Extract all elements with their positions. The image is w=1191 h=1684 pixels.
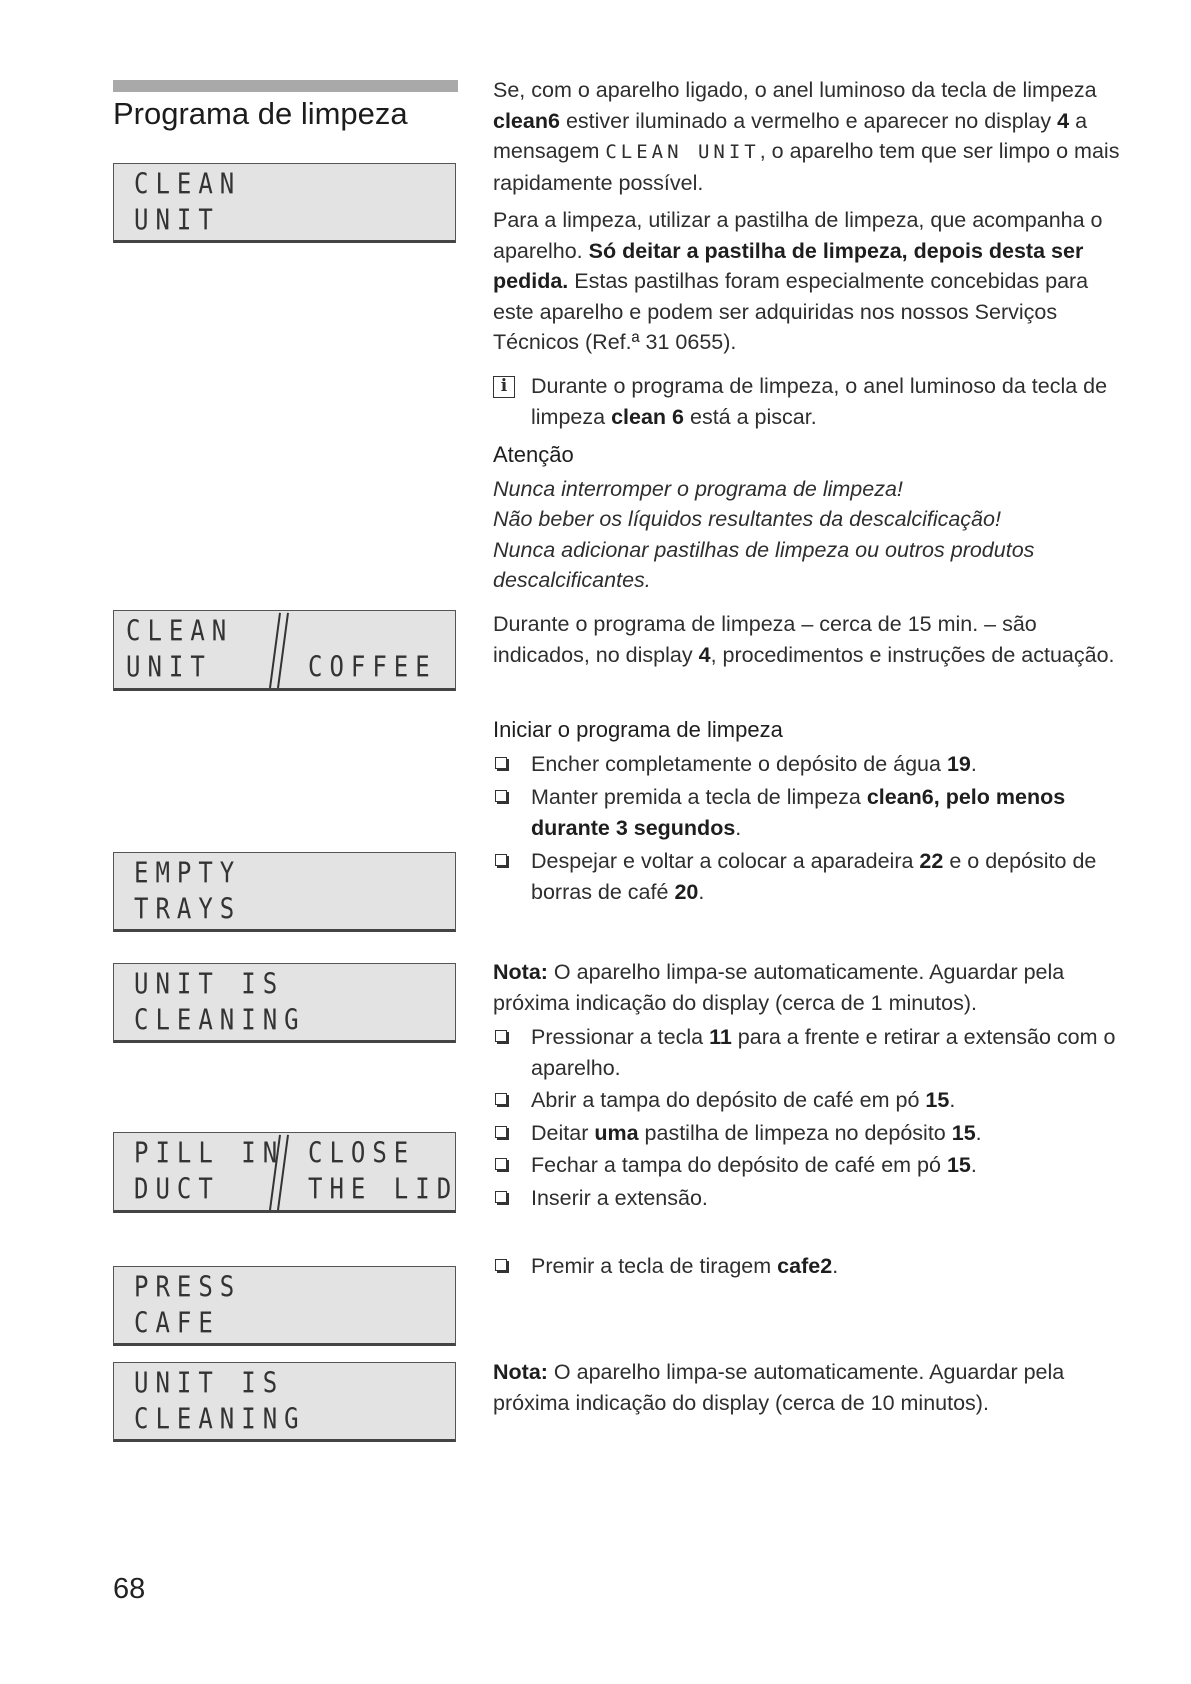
- checkbox-bullet-icon: [495, 757, 507, 769]
- display-line-1: UNIT IS: [134, 967, 285, 1001]
- note-1: Nota: O aparelho limpa-se automaticamente. Aguardar pela próxima indicação do display (cerca de 1 minutos).: [493, 960, 1065, 1015]
- display-line-1: PILL IN: [134, 1136, 285, 1170]
- attention-line-2: Não beber os líquidos resultantes da descalcificação!: [493, 507, 1001, 531]
- section-title: Programa de limpeza: [113, 96, 408, 131]
- tablet-paragraph: Para a limpeza, utilizar a pastilha de limpeza, que acompanha o aparelho. Só deitar a pastilha de limpeza, depois desta ser pedida. Estas pastilhas foram especialmente concebidas para este aparelho e podem ser adquiridas nos nossos Serviços Técnicos (Ref.ª 31 0655).: [493, 208, 1103, 354]
- display-message: CLEAN UNIT: [605, 141, 760, 163]
- display-line-1: CLEAN: [126, 614, 234, 648]
- display-empty-trays: [113, 852, 456, 932]
- list-item: Premir a tecla de tiragem cafe2.: [493, 1251, 1123, 1282]
- display-line-2: UNIT: [126, 650, 212, 684]
- display-line-1: CLEAN: [134, 167, 242, 201]
- display-line-2-right: THE LID: [308, 1172, 459, 1206]
- display-separator: [264, 1133, 294, 1210]
- attention-line-1: Nunca interromper o programa de limpeza!: [493, 476, 903, 501]
- display-unit-is-cleaning: [113, 963, 456, 1043]
- list-item: Deitar uma pastilha de limpeza no depósito 15.: [493, 1118, 1123, 1149]
- list-item: Abrir a tampa do depósito de café em pó 15.: [493, 1085, 1123, 1116]
- attention-heading: Atenção: [493, 442, 574, 467]
- display-line-2: CLEANING: [134, 1402, 306, 1436]
- display-unit-is-cleaning-2: [113, 1362, 456, 1442]
- list-item: Pressionar a tecla 11 para a frente e retirar a extensão com o aparelho.: [493, 1022, 1123, 1083]
- checkbox-bullet-icon: [495, 1191, 507, 1203]
- brew-step: [493, 1251, 1123, 1282]
- note-label: Nota:: [493, 1360, 548, 1384]
- info-icon: i: [493, 376, 515, 398]
- note-label: Nota:: [493, 960, 548, 984]
- checkbox-bullet-icon: [495, 1030, 507, 1042]
- list-item: Fechar a tampa do depósito de café em pó 15.: [493, 1150, 1123, 1181]
- checkbox-bullet-icon: [495, 1093, 507, 1105]
- checkbox-bullet-icon: [495, 1158, 507, 1170]
- display-separator: [264, 611, 294, 688]
- checkbox-bullet-icon: [495, 1259, 507, 1271]
- display-line-2: CAFE: [134, 1306, 220, 1340]
- display-line-2: UNIT: [134, 203, 220, 237]
- page-number: 68: [113, 1573, 146, 1605]
- display-line-2-right: COFFEE: [308, 650, 437, 684]
- display-clean-unit: [113, 163, 456, 243]
- checkbox-bullet-icon: [495, 854, 507, 866]
- section-rule: [113, 80, 458, 92]
- attention-block: [493, 440, 1123, 596]
- display-line-2: TRAYS: [134, 892, 242, 926]
- display-press-cafe: [113, 1266, 456, 1346]
- intro-paragraph: Se, com o aparelho ligado, o anel luminoso da tecla de limpeza clean6 estiver iluminado a vermelho e aparecer no display 4 a mensagem CLEAN UNIT, o aparelho tem que ser limpo o mais rapidamente possível.: [493, 78, 1120, 195]
- steps-list: [493, 1022, 1123, 1213]
- display-line-1: EMPTY: [134, 856, 242, 890]
- display-line-1: PRESS: [134, 1270, 242, 1304]
- note-2: Nota: O aparelho limpa-se automaticamente. Aguardar pela próxima indicação do display (cerca de 10 minutos).: [493, 1360, 1065, 1415]
- display-line-2: CLEANING: [134, 1003, 306, 1037]
- attention-line-3: Nunca adicionar pastilhas de limpeza ou outros produtos descalcificantes.: [493, 537, 1035, 592]
- list-item: Manter premida a tecla de limpeza clean6, pelo menos durante 3 segundos.: [493, 782, 1123, 843]
- duration-paragraph: Durante o programa de limpeza – cerca de 15 min. – são indicados, no display 4, procedimentos e instruções de actuação.: [493, 612, 1115, 667]
- display-clean-unit-coffee: [113, 610, 456, 691]
- display-line-1: UNIT IS: [134, 1366, 285, 1400]
- checkbox-bullet-icon: [495, 1126, 507, 1138]
- display-pill-in-duct: [113, 1132, 459, 1213]
- list-item: Despejar e voltar a colocar a aparadeira 22 e o depósito de borras de café 20.: [493, 846, 1123, 907]
- list-item: Encher completamente o depósito de água 19.: [493, 749, 1123, 780]
- start-heading: Iniciar o programa de limpeza: [493, 717, 783, 742]
- info-note: i Durante o programa de limpeza, o anel luminoso da tecla de limpeza clean 6 está a piscar.: [493, 371, 1123, 432]
- display-line-2: DUCT: [134, 1172, 220, 1206]
- checkbox-bullet-icon: [495, 790, 507, 802]
- list-item: Inserir a extensão.: [493, 1183, 1123, 1214]
- start-section: [493, 715, 1123, 907]
- display-line-1-right: CLOSE: [308, 1136, 416, 1170]
